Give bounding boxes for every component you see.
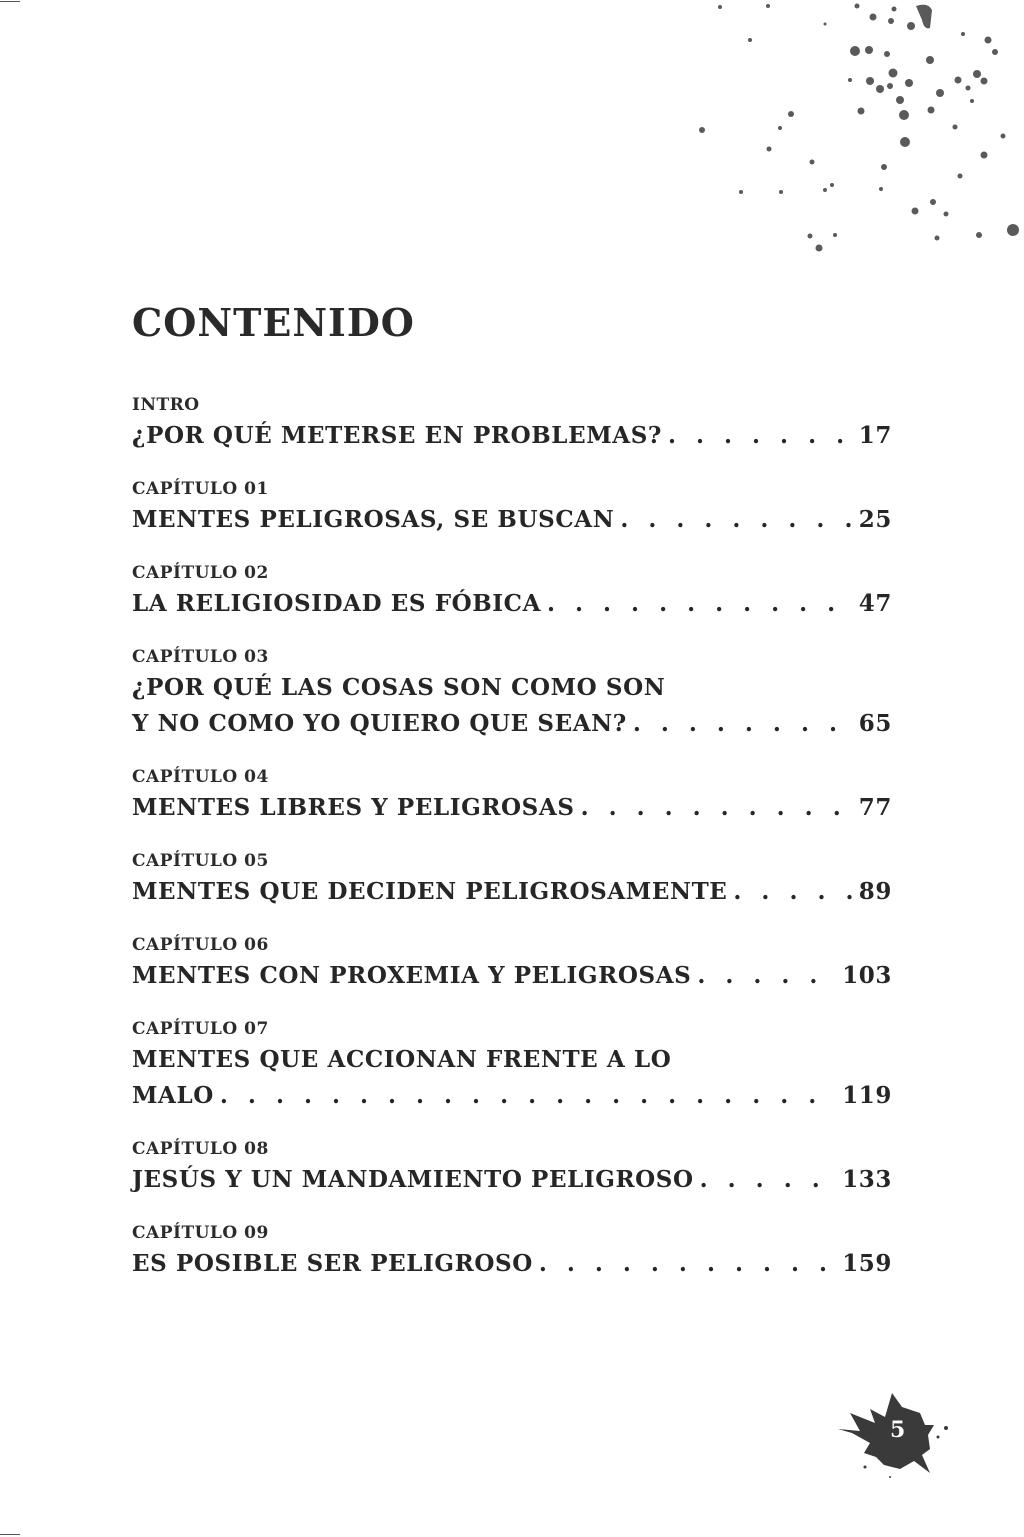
- chapter-label: CAPÍTULO 05: [132, 851, 269, 871]
- chapter-title-line: [132, 1042, 892, 1078]
- chapter-page-number: 17: [858, 422, 892, 449]
- chapter-page-number: 65: [858, 710, 892, 737]
- chapter-page-number: 47: [858, 590, 892, 617]
- chapter-title-line: [132, 790, 892, 826]
- toc-entry: [132, 1016, 892, 1114]
- dot-leader: [633, 706, 853, 742]
- dot-leader: [547, 586, 853, 622]
- dot-leader: [620, 502, 852, 538]
- chapter-label: CAPÍTULO 07: [132, 1019, 269, 1039]
- chapter-label: CAPÍTULO 03: [132, 647, 269, 667]
- chapter-title-line: [132, 670, 892, 706]
- chapter-title: ¿POR QUÉ METERSE EN PROBLEMAS?: [132, 422, 662, 449]
- chapter-title: LA RELIGIOSIDAD ES FÓBICA: [132, 590, 542, 617]
- chapter-page-number: 77: [858, 794, 892, 821]
- chapter-title: ¿POR QUÉ LAS COSAS SON COMO SON: [132, 674, 666, 701]
- toc-entry: [132, 560, 892, 622]
- chapter-title-line: [132, 502, 892, 538]
- toc-entry: [132, 392, 892, 454]
- toc-entry: [132, 644, 892, 742]
- toc-entry: [132, 1220, 892, 1282]
- chapter-label: CAPÍTULO 04: [132, 767, 269, 787]
- toc-entry: [132, 1136, 892, 1198]
- chapter-label: CAPÍTULO 02: [132, 563, 269, 583]
- chapter-title-line: [132, 958, 892, 994]
- chapter-title-line: [132, 706, 892, 742]
- dot-leader: [220, 1078, 836, 1114]
- chapter-title-line: [132, 586, 892, 622]
- chapter-title: MENTES QUE ACCIONAN FRENTE A LO: [132, 1046, 672, 1073]
- chapter-title: Y NO COMO YO QUIERO QUE SEAN?: [132, 710, 627, 737]
- dot-leader: [668, 418, 853, 454]
- chapter-title: MALO: [132, 1082, 214, 1109]
- chapter-page-number: 25: [858, 506, 892, 533]
- ink-splatter-decoration: [680, 0, 1024, 320]
- dot-leader: [539, 1246, 836, 1282]
- chapter-title-line: [132, 874, 892, 910]
- chapter-label: CAPÍTULO 06: [132, 935, 269, 955]
- dot-leader: [697, 958, 836, 994]
- chapter-title: MENTES QUE DECIDEN PELIGROSAMENTE: [132, 878, 728, 905]
- chapter-page-number: 103: [842, 962, 892, 989]
- chapter-title-line: [132, 1162, 892, 1198]
- toc-entry: [132, 932, 892, 994]
- chapter-title-line: [132, 1246, 892, 1282]
- chapter-page-number: 159: [842, 1250, 892, 1277]
- chapter-page-number: 89: [858, 878, 892, 905]
- chapter-label: INTRO: [132, 395, 200, 415]
- chapter-page-number: 133: [842, 1166, 892, 1193]
- chapter-title: JESÚS Y UN MANDAMIENTO PELIGROSO: [132, 1166, 694, 1193]
- toc-entry: [132, 764, 892, 826]
- toc-entry: [132, 848, 892, 910]
- chapter-title: MENTES LIBRES Y PELIGROSAS: [132, 794, 575, 821]
- chapter-title-line: [132, 1078, 892, 1114]
- chapter-title: ES POSIBLE SER PELIGROSO: [132, 1250, 533, 1277]
- table-of-contents: [132, 392, 892, 1304]
- crop-mark-top: [0, 1, 20, 2]
- dot-leader: [700, 1162, 837, 1198]
- chapter-label: CAPÍTULO 09: [132, 1223, 269, 1243]
- crop-mark-bottom: [0, 1534, 20, 1535]
- chapter-title: MENTES CON PROXEMIA Y PELIGROSAS: [132, 962, 692, 989]
- chapter-page-number: 119: [842, 1082, 892, 1109]
- toc-entry: [132, 476, 892, 538]
- page-title: CONTENIDO: [132, 300, 415, 345]
- chapter-title-line: [132, 418, 892, 454]
- chapter-title: MENTES PELIGROSAS, SE BUSCAN: [132, 506, 615, 533]
- page-number: 5: [890, 1417, 906, 1443]
- chapter-label: CAPÍTULO 01: [132, 479, 269, 499]
- dot-leader: [733, 874, 852, 910]
- chapter-label: CAPÍTULO 08: [132, 1139, 269, 1159]
- dot-leader: [581, 790, 853, 826]
